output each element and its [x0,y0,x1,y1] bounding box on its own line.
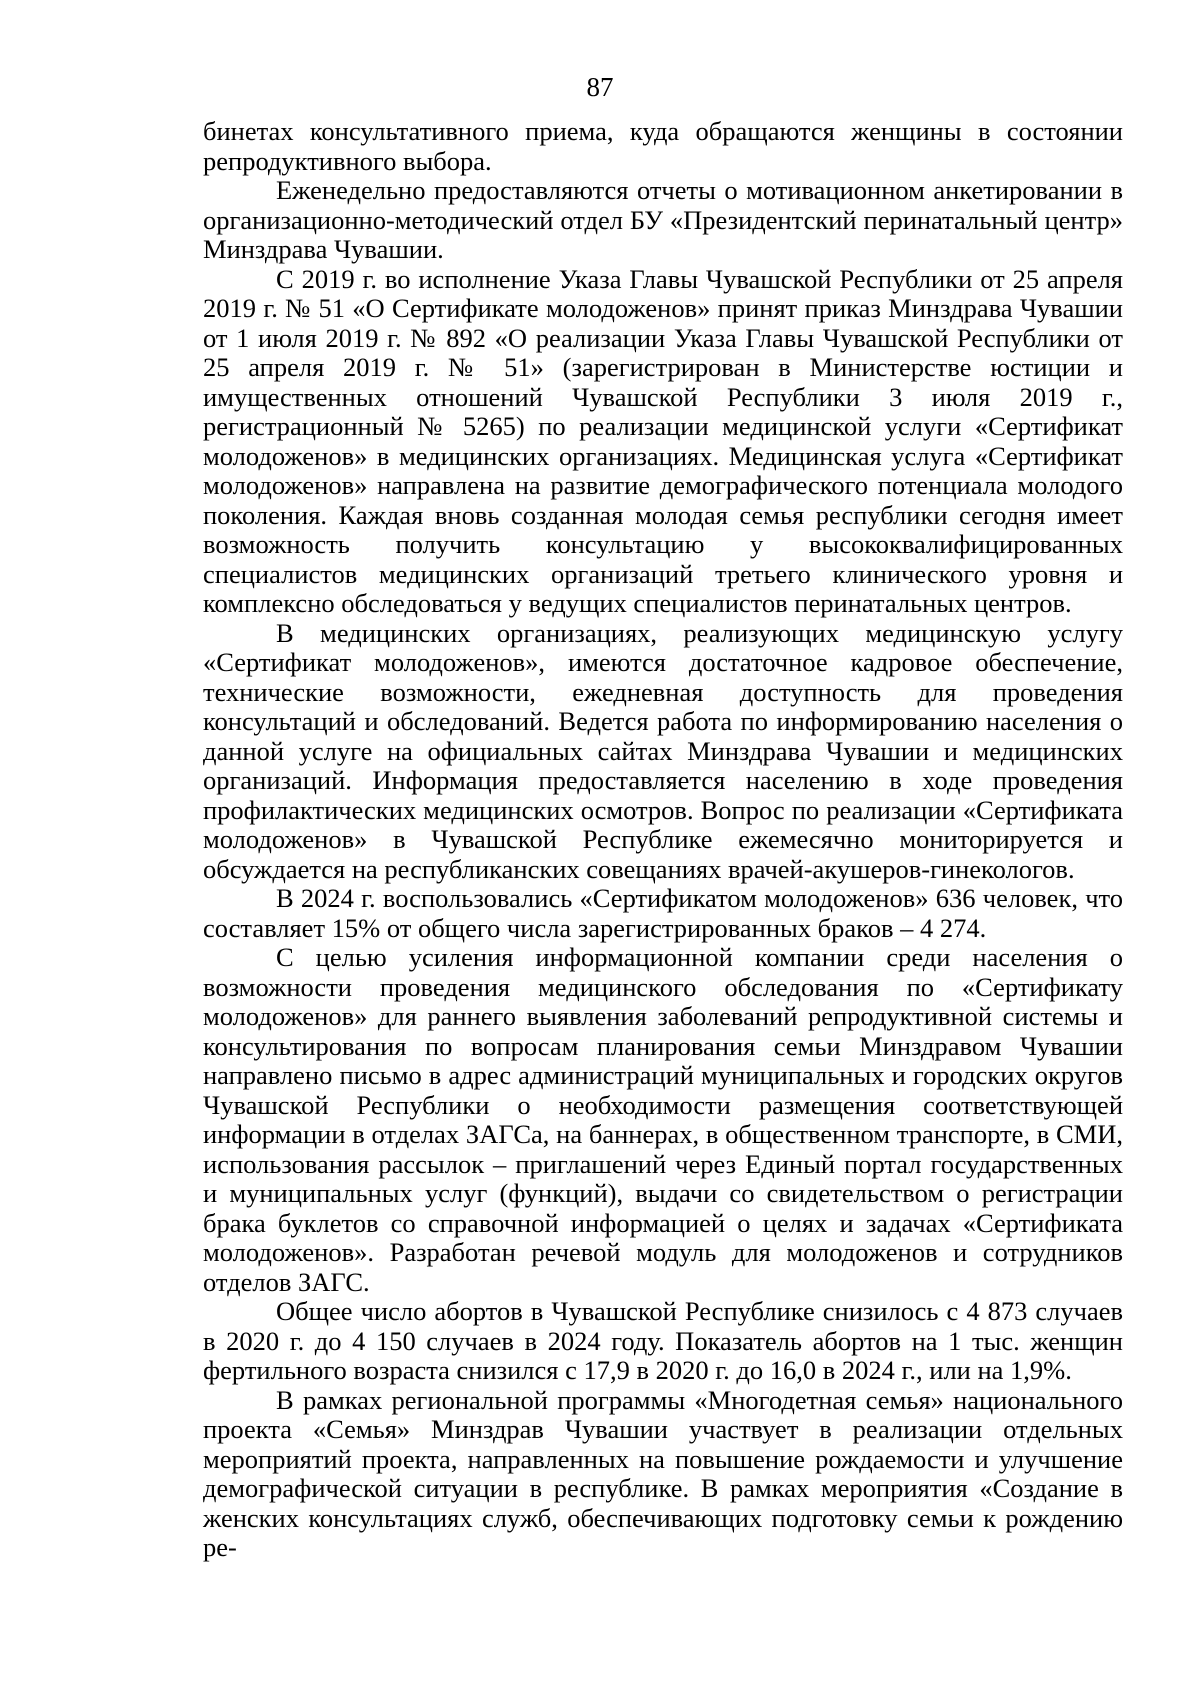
paragraph-regional-program: В рамках региональной программы «Многодетная семья» национального проекта «Семья» Минздрав Чувашии участвует в реализации отдельных мероприятий проекта, направленных на повышение рождаемости и улучшение демографической ситуации в республике. В рамках мероприятия «Создание в женских консультациях служб, обеспечивающих подготовку семьи к рождению ре- [203,1384,1123,1562]
paragraph-certificate-order: С 2019 г. во исполнение Указа Главы Чувашской Республики от 25 апреля 2019 г. № 51 «О Сертификате молодоженов» принят приказ Минздрава Чувашии от 1 июля 2019 г. № 892 «О реализации Указа Главы Чувашской Республики от 25 апреля 2019 г. № 51» (зарегистрирован в Министерстве юстиции и имущественных отношений Чувашской Республики 3 июля 2019 г., регистрационный № 5265) по реализации медицинской услуги «Сертификат молодоженов» в медицинских организациях. Медицинская услуга «Сертификат молодоженов» направлена на развитие демографического потенциала молодого поколения. Каждая вновь созданная молодая семья республики сегодня имеет возможность получить консультацию у высококвалифицированных специалистов медицинских организаций третьего клинического уровня и комплексно обследоваться у ведущих специалистов перинатальных центров. [203,263,1123,618]
page-number: 87 [586,72,614,102]
paragraph-weekly-reports: Еженедельно предоставляются отчеты о мотивационном анкетировании в организационно-методический отдел БУ «Президентский перинатальный центр» Минздрава Чувашии. [203,175,1123,264]
paragraph-continued: бинетах консультативного приема, куда обращаются женщины в состоянии репродуктивного выбора. [203,116,1123,176]
paragraph-2024-statistics: В 2024 г. воспользовались «Сертификатом молодоженов» 636 человек, что составляет 15% от общего числа зарегистрированных браков – 4 274. [203,883,1123,943]
document-body [203,117,1123,1563]
paragraph-abortion-statistics: Общее число абортов в Чувашской Республике снизилось с 4 873 случаев в 2020 г. до 4 150 случаев в 2024 году. Показатель абортов на 1 тыс. женщин фертильного возраста снизился с 17,9 в 2020 г. до 16,0 в 2024 г., или на 1,9%. [203,1296,1123,1385]
paragraph-information-campaign: С целью усиления информационной компании среди населения о возможности проведения медицинского обследования по «Сертификату молодоженов» для раннего выявления заболеваний репродуктивной системы и консультирования по вопросам планирования семьи Минздравом Чувашии направлено письмо в адрес администраций муниципальных и городских округов Чувашской Республики о необходимости размещения соответствующей информации в отделах ЗАГСа, на баннерах, в общественном транспорте, в СМИ, использования рассылок – приглашений через Единый портал государственных и муниципальных услуг (функций), выдачи со свидетельством о регистрации брака буклетов со справочной информацией о целях и задачах «Сертификата молодоженов». Разработан речевой модуль для молодоженов и сотрудников отделов ЗАГС. [203,942,1123,1297]
paragraph-medical-organizations: В медицинских организациях, реализующих медицинскую услугу «Сертификат молодоженов», имеются достаточное кадровое обеспечение, технические возможности, ежедневная доступность для проведения консультаций и обследований. Ведется работа по информированию населения о данной услуге на официальных сайтах Минздрава Чувашии и медицинских организаций. Информация предоставляется населению в ходе проведения профилактических медицинских осмотров. Вопрос по реализации «Сертификата молодоженов» в Чувашской Республике ежемесячно мониторируется и обсуждается на республиканских совещаниях врачей-акушеров-гинекологов. [203,617,1123,884]
